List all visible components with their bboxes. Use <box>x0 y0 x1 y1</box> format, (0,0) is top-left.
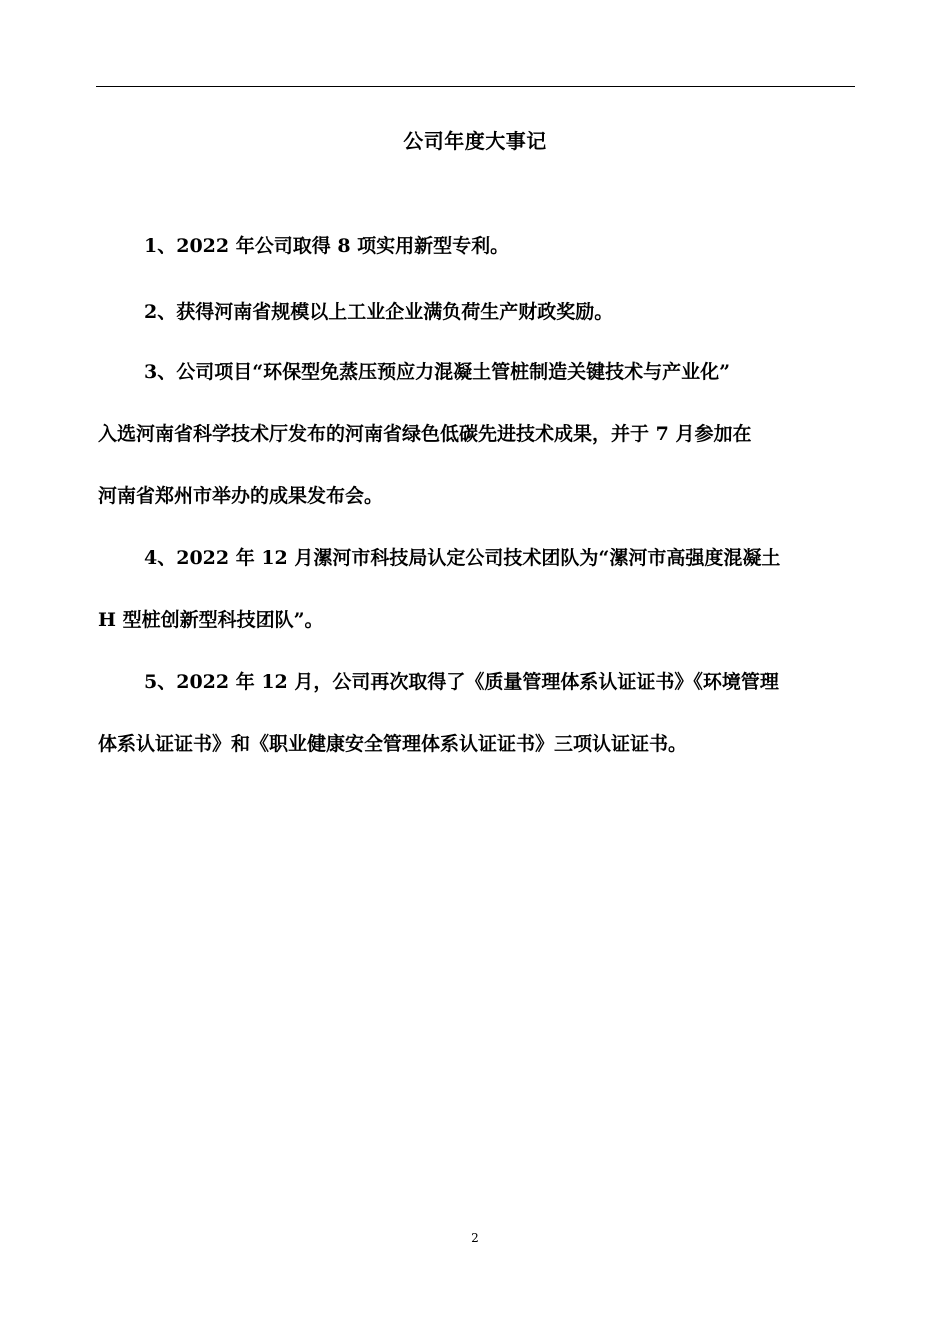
item-1-line: 1、2022 年公司取得 8 项实用新型专利。 <box>144 235 510 257</box>
item-2-line: 2、获得河南省规模以上工业企业满负荷生产财政奖励。 <box>144 301 614 323</box>
header-rule <box>96 86 855 87</box>
item-3-line-3: 河南省郑州市举办的成果发布会。 <box>98 485 384 507</box>
item-4-line-2: H 型桩创新型科技团队”。 <box>98 609 324 631</box>
item-3-line-2: 入选河南省科学技术厅发布的河南省绿色低碳先进技术成果，并于 7 月参加在 <box>98 423 752 445</box>
item-3-line-1: 3、公司项目“环保型免蒸压预应力混凝土管桩制造关键技术与产业化” <box>144 361 731 383</box>
page-title: 公司年度大事记 <box>403 129 547 153</box>
page-number: 2 <box>471 1231 479 1245</box>
item-5-line-2: 体系认证证书》和《职业健康安全管理体系认证证书》三项认证证书。 <box>98 733 688 755</box>
item-5-line-1: 5、2022 年 12 月，公司再次取得了《质量管理体系认证证书》《环境管理 <box>144 671 779 693</box>
item-4-line-1: 4、2022 年 12 月漯河市科技局认定公司技术团队为“漯河市高强度混凝土 <box>144 547 781 569</box>
